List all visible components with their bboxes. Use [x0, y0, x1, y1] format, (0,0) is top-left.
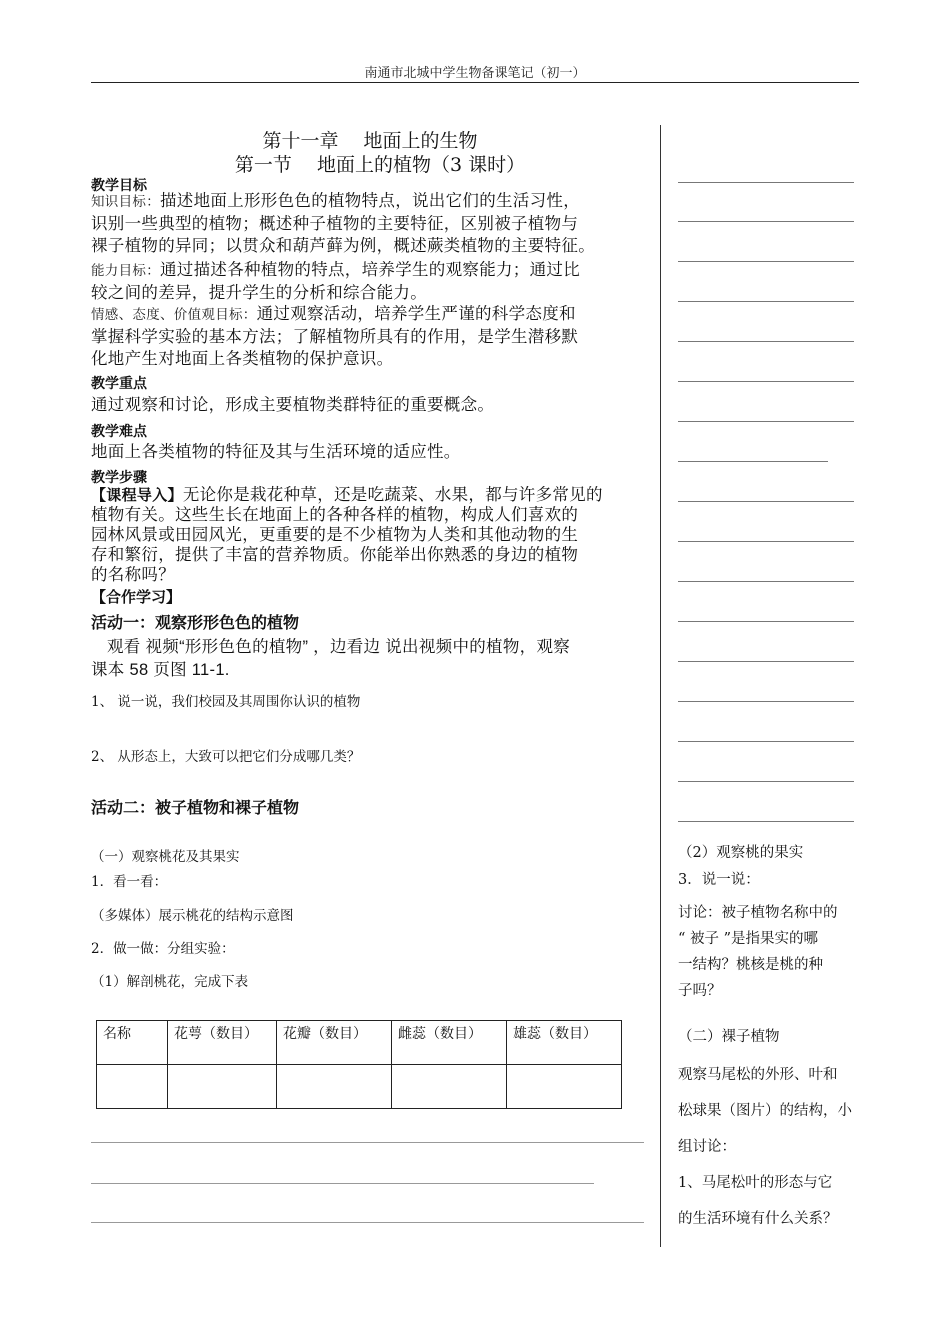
emotion-line: 通过观察活动，培养学生严谨的科学态度和: [256, 304, 576, 323]
note-line[interactable]: [678, 501, 854, 502]
note-line[interactable]: [678, 261, 854, 262]
flower-structure-table: [96, 1020, 622, 1109]
ability-line: 通过描述各种植物的特点，培养学生的观察能力；通过比: [160, 260, 580, 279]
course-intro: [91, 485, 661, 585]
note-line[interactable]: [678, 221, 854, 222]
observe-fruit: （2）观察桃的果实: [678, 845, 804, 861]
step-do: 2．做一做：分组实验：: [91, 941, 235, 957]
gymnosperm-heading: （二）裸子植物: [678, 1029, 780, 1045]
intro-line: 园林风景或田园风光，更重要的是不少植物为人类和其他动物的生: [91, 525, 579, 544]
table-header-row: [97, 1021, 622, 1065]
activity1-question-2: 2、 从形态上，大致可以把它们分成哪几类？: [91, 749, 361, 765]
activity1-line: 观看 视频“形形色色的植物” ，边看边 说出视频中的植物，观察: [107, 638, 571, 656]
intro-line: 无论你是栽花种草，还是吃蔬菜、水果，都与许多常见的: [182, 485, 603, 504]
intro-line: 植物有关。这些生长在地面上的各种各样的植物，构成人们喜欢的: [91, 505, 579, 524]
knowledge-line: 识别一些典型的植物；概述种子植物的主要特征，区别被子植物与: [91, 214, 579, 233]
page-header: 南通市北城中学生物备课笔记（初一）: [364, 66, 586, 81]
discussion-line: “ 被子 ”是指果实的哪: [678, 931, 819, 947]
answer-line[interactable]: [91, 1142, 644, 1143]
key-point-heading: 教学重点: [91, 376, 147, 392]
note-line[interactable]: [678, 461, 828, 462]
peach-flower-subheading: （一）观察桃花及其果实: [91, 849, 240, 865]
emotion-label: 情感、态度、价值观目标：: [91, 307, 257, 323]
header-divider: [91, 82, 859, 83]
gymnosperm-line: 观察马尾松的外形、叶和: [678, 1067, 838, 1083]
gymnosperm-block: [678, 1057, 858, 1237]
knowledge-line: 描述地面上形形色色的植物特点，说出它们的生活习性，: [160, 191, 580, 210]
note-line[interactable]: [678, 741, 854, 742]
knowledge-goal: [91, 190, 661, 257]
knowledge-line: 裸子植物的异同；以贯众和葫芦藓为例，概述蕨类植物的主要特征。: [91, 236, 595, 255]
answer-line[interactable]: [91, 1222, 644, 1223]
coop-label: 【合作学习】: [91, 588, 182, 606]
emotion-line: 掌握科学实验的基本方法；了解植物所具有的作用，是学生潜移默: [91, 327, 579, 346]
activity1-line: 课本 58 页图 11-1.: [91, 661, 230, 679]
note-line[interactable]: [678, 182, 854, 183]
activity1-title: 活动一：观察形形色色的植物: [91, 613, 300, 632]
ability-label: 能力目标：: [91, 263, 160, 279]
discussion-block: [678, 900, 858, 1004]
table-header-cell: 雌蕊（数目）: [392, 1021, 507, 1065]
table-cell[interactable]: [277, 1065, 392, 1109]
note-line[interactable]: [678, 421, 854, 422]
table-cell[interactable]: [392, 1065, 507, 1109]
step-look: 1．看一看：: [91, 874, 168, 890]
steps-heading: 教学步骤: [91, 470, 147, 486]
gymnosperm-line: 1、马尾松叶的形态与它: [678, 1175, 833, 1191]
note-line[interactable]: [678, 581, 854, 582]
table-row: [97, 1065, 622, 1109]
intro-label: 【课程导入】: [91, 486, 183, 504]
note-line[interactable]: [678, 781, 854, 782]
note-line[interactable]: [678, 661, 854, 662]
note-line[interactable]: [678, 341, 854, 342]
chapter-title: 第十一章 地面上的生物: [262, 130, 478, 152]
goals-heading: 教学目标: [91, 178, 147, 194]
activity1-instructions: [91, 636, 661, 682]
activity1-question-1: 1、 说一说，我们校园及其周围你认识的植物: [91, 694, 361, 710]
gymnosperm-line: 组讨论：: [678, 1139, 736, 1155]
discussion-line: 讨论：被子植物名称中的: [678, 905, 838, 921]
knowledge-label: 知识目标：: [91, 194, 160, 210]
table-header-cell: 名称: [97, 1021, 168, 1065]
activity2-title: 活动二：被子植物和裸子植物: [91, 798, 300, 817]
table-cell[interactable]: [97, 1065, 168, 1109]
gymnosperm-line: 的生活环境有什么关系？: [678, 1211, 838, 1227]
difficulty-text: 地面上各类植物的特征及其与生活环境的适应性。: [91, 442, 461, 461]
table-cell[interactable]: [168, 1065, 277, 1109]
discussion-line: 子吗？: [678, 983, 722, 999]
gymnosperm-line: 松球果（图片）的结构，小: [678, 1103, 852, 1119]
emotion-goal: [91, 303, 661, 370]
note-line[interactable]: [678, 821, 854, 822]
discussion-line: 一结构？桃核是桃的种: [678, 957, 823, 973]
ability-goal: [91, 259, 661, 304]
note-line[interactable]: [678, 701, 854, 702]
table-header-cell: 花萼（数目）: [168, 1021, 277, 1065]
media-note: （多媒体）展示桃花的结构示意图: [91, 908, 294, 924]
table-header-cell: 雄蕊（数目）: [507, 1021, 622, 1065]
emotion-line: 化地产生对地面上各类植物的保护意识。: [91, 349, 394, 368]
note-line[interactable]: [678, 381, 854, 382]
say-step: 3．说一说：: [678, 872, 760, 888]
ability-line: 较之间的差异，提升学生的分析和综合能力。: [91, 283, 427, 302]
table-header-cell: 花瓣（数目）: [277, 1021, 392, 1065]
answer-line[interactable]: [91, 1183, 594, 1184]
difficulty-heading: 教学难点: [91, 424, 147, 440]
section-title: 第一节 地面上的植物（3 课时）: [234, 154, 526, 176]
note-line[interactable]: [678, 621, 854, 622]
table-cell[interactable]: [507, 1065, 622, 1109]
note-line[interactable]: [678, 301, 854, 302]
key-point-text: 通过观察和讨论，形成主要植物类群特征的重要概念。: [91, 395, 495, 414]
intro-line: 的名称吗？: [91, 565, 175, 584]
step-dissect: （1）解剖桃花，完成下表: [91, 974, 249, 990]
note-line[interactable]: [678, 541, 854, 542]
intro-line: 存和繁衍，提供了丰富的营养物质。你能举出你熟悉的身边的植物: [91, 545, 579, 564]
